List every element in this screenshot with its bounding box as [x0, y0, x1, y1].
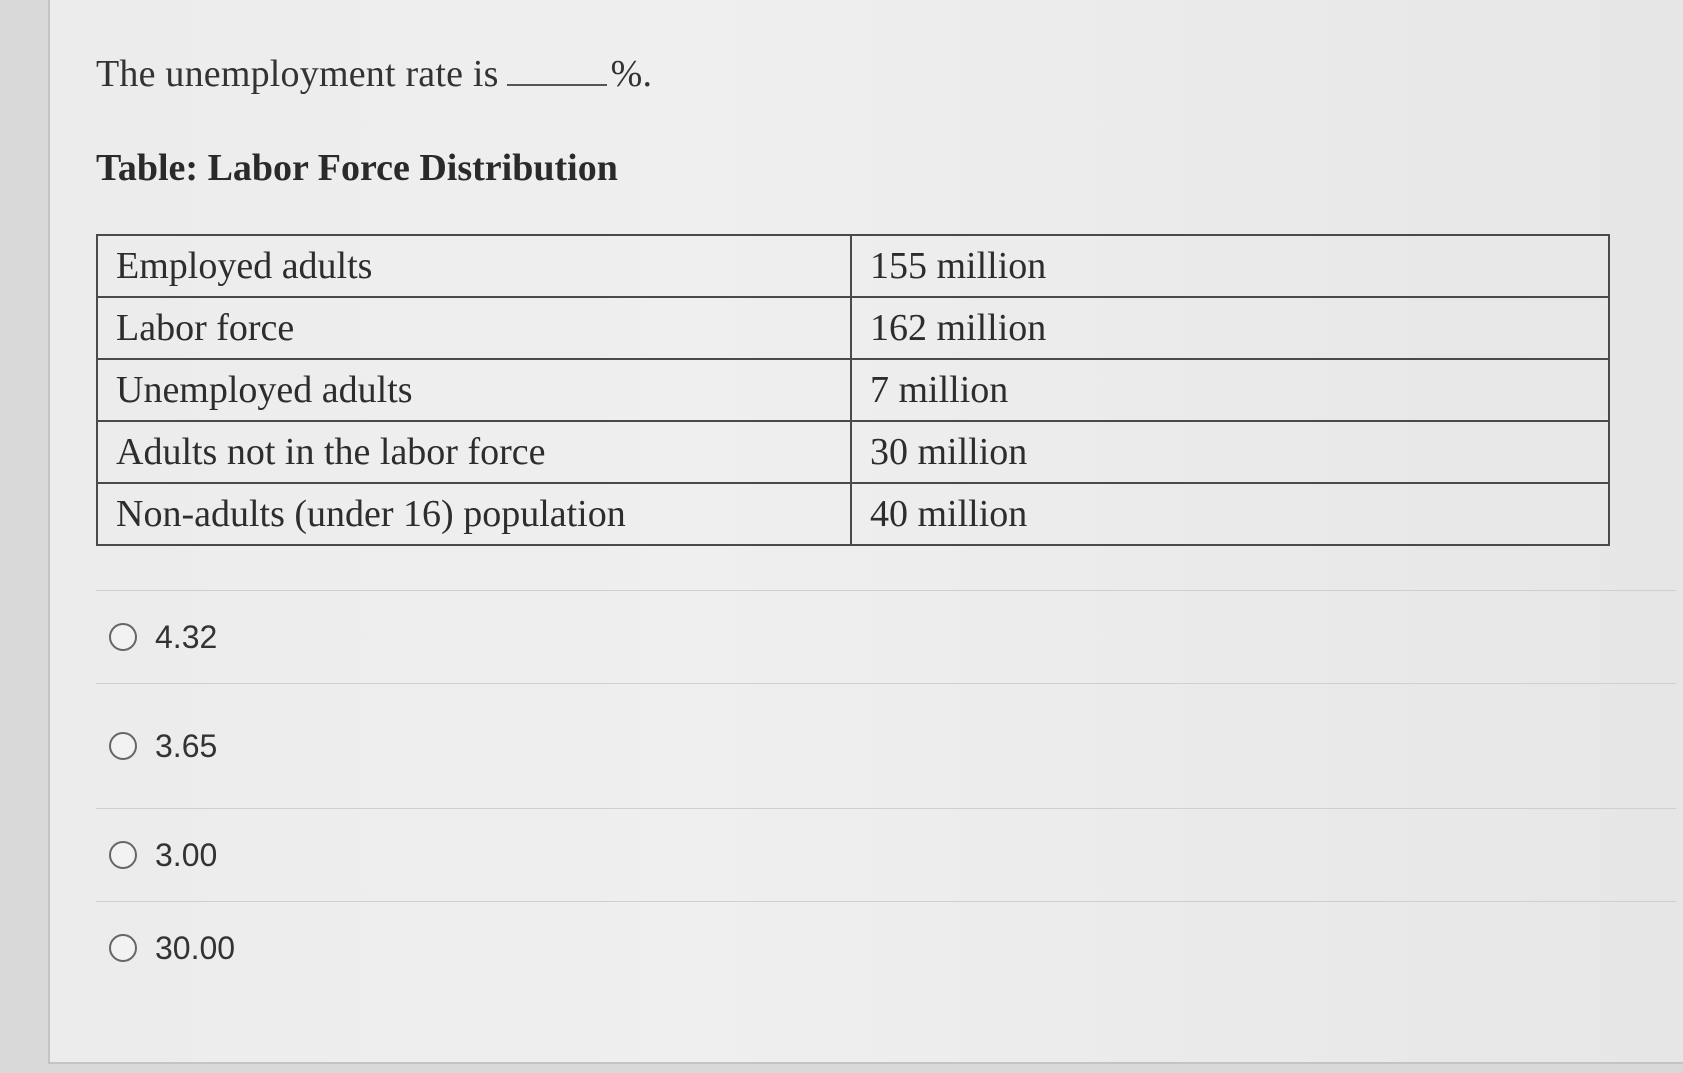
- answer-options: [96, 590, 1676, 994]
- row-label: Unemployed adults: [97, 359, 851, 421]
- question-text: [96, 52, 652, 96]
- answer-option-4[interactable]: [96, 902, 1676, 994]
- table-title: Table: Labor Force Distribution: [96, 147, 618, 189]
- table-row: [97, 483, 1609, 545]
- row-value: 40 million: [851, 483, 1609, 545]
- radio-button[interactable]: [109, 623, 137, 651]
- row-value: 30 million: [851, 421, 1609, 483]
- row-label: Non-adults (under 16) population: [97, 483, 851, 545]
- table-row: [97, 359, 1609, 421]
- row-label: Labor force: [97, 297, 851, 359]
- answer-option-1[interactable]: [96, 591, 1676, 683]
- row-label: Adults not in the labor force: [97, 421, 851, 483]
- labor-force-table: [96, 234, 1610, 546]
- question-suffix: %.: [610, 53, 653, 95]
- row-value: 162 million: [851, 297, 1609, 359]
- option-label: 3.00: [155, 836, 218, 873]
- row-value: 155 million: [851, 235, 1609, 297]
- answer-option-2[interactable]: [96, 684, 1676, 808]
- answer-blank: [507, 54, 607, 86]
- row-label: Employed adults: [97, 235, 851, 297]
- table-row: [97, 421, 1609, 483]
- option-label: 3.65: [155, 727, 218, 764]
- option-label: 4.32: [155, 618, 218, 655]
- option-label: 30.00: [155, 929, 236, 966]
- row-value: 7 million: [851, 359, 1609, 421]
- table-row: [97, 235, 1609, 297]
- radio-button[interactable]: [109, 732, 137, 760]
- radio-button[interactable]: [109, 934, 137, 962]
- question-prefix: The unemployment rate is: [96, 53, 499, 95]
- table-row: [97, 297, 1609, 359]
- answer-option-3[interactable]: [96, 809, 1676, 901]
- radio-button[interactable]: [109, 841, 137, 869]
